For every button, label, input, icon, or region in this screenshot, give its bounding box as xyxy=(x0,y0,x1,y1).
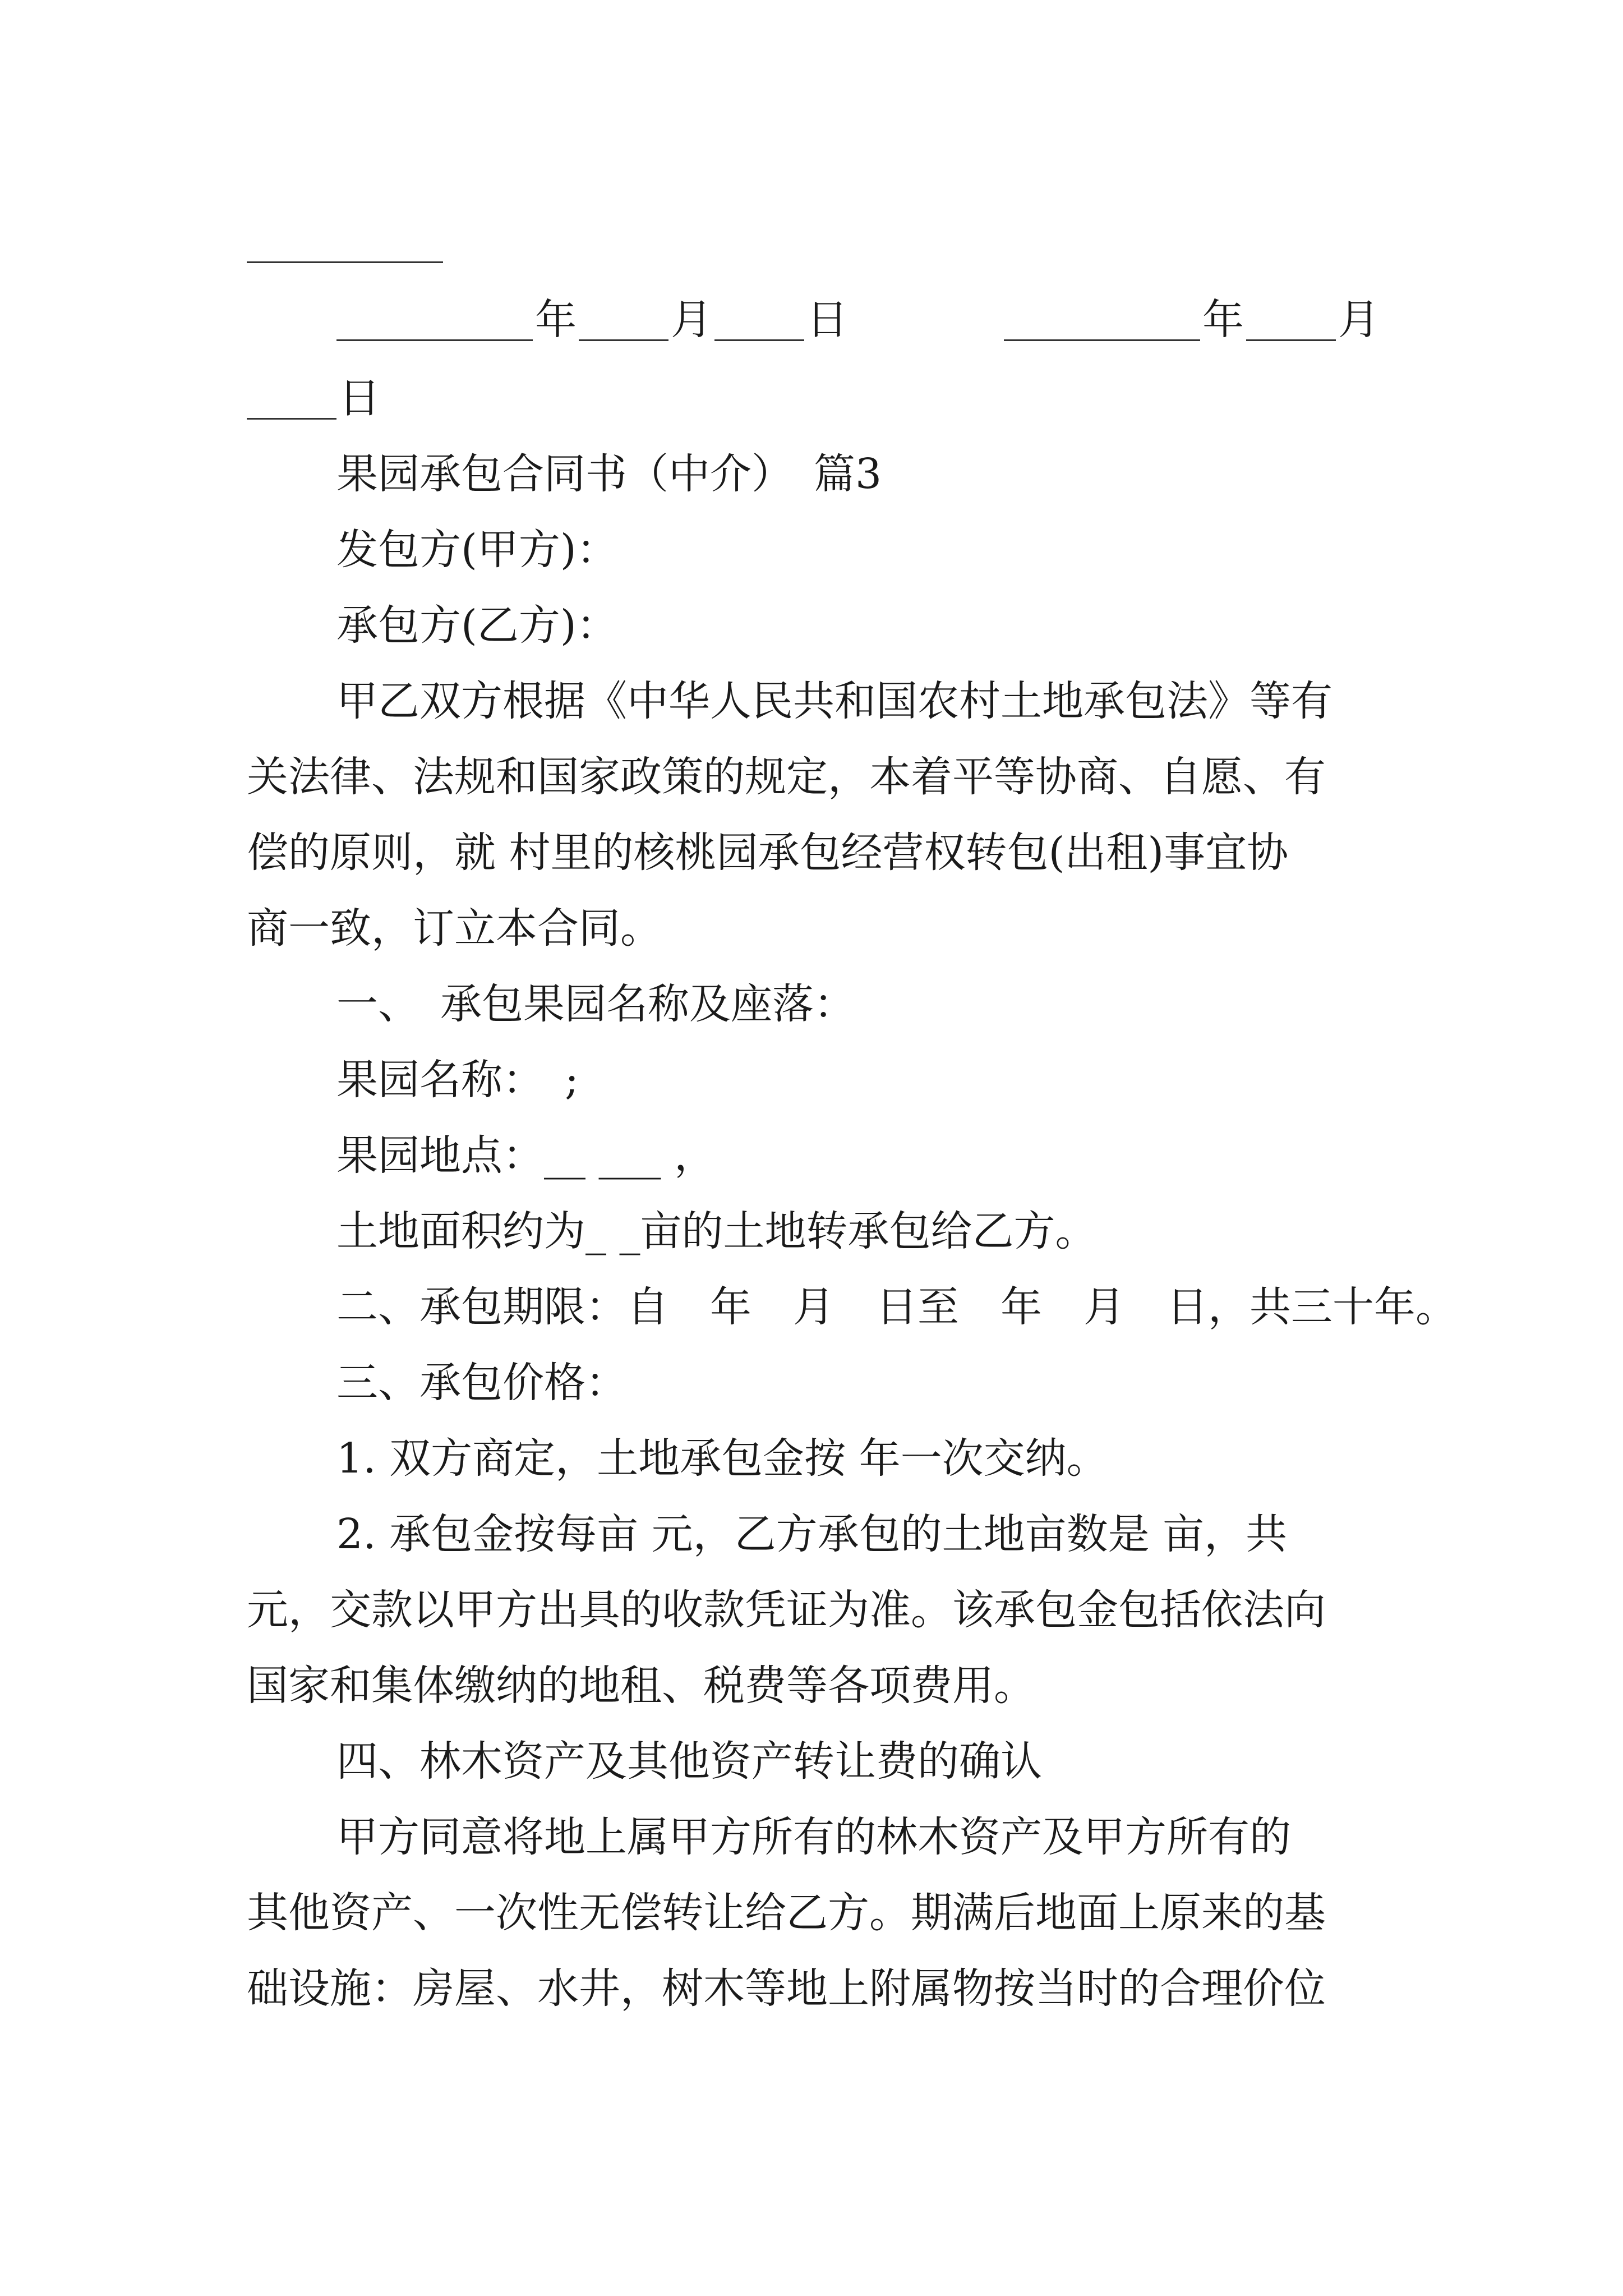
party-a-date xyxy=(336,292,850,348)
month-blank xyxy=(579,296,668,341)
section-4-line-1: 甲方同意将地上属甲方所有的林木资产及甲方所有的 xyxy=(336,1813,1291,1861)
price-item-2-line-2: 元，交款以甲方出具的收款凭证为准。该承包金包括依法向 xyxy=(247,1586,1326,1634)
month-label: 月 xyxy=(671,296,712,344)
signature-date-row xyxy=(336,292,1402,348)
land-area: 土地面积约为_ _亩的土地转承包给乙方。 xyxy=(336,1207,1097,1255)
section-4-line-2: 其他资产、一次性无偿转让给乙方。期满后地面上原来的基 xyxy=(247,1889,1326,1937)
day-blank xyxy=(714,296,804,341)
year-label: 年 xyxy=(1202,296,1244,344)
year-blank xyxy=(336,296,533,341)
year-label: 年 xyxy=(535,296,577,344)
party-a-label: 发包方(甲方)： xyxy=(336,526,618,574)
document-title: 果园承包合同书（中介） 篇3 xyxy=(336,450,882,498)
price-item-2-line-1: 2. 承包金按每亩 元，乙方承包的土地亩数是 亩，共 xyxy=(336,1510,1288,1558)
price-item-1: 1. 双方商定，土地承包金按 年一次交纳。 xyxy=(336,1434,1108,1483)
section-3-heading: 三、承包价格： xyxy=(336,1359,627,1407)
signature-blank-line xyxy=(247,261,443,263)
section-2-term: 二、承包期限：自 年 月 日至 年 月 日，共三十年。 xyxy=(336,1283,1457,1331)
orchard-name: 果园名称： ; xyxy=(336,1056,579,1104)
month-label: 月 xyxy=(1338,296,1380,344)
day-blank xyxy=(247,374,336,420)
intro-line-1: 甲乙双方根据《中华人民共和国农村土地承包法》等有 xyxy=(336,677,1332,725)
section-1-heading: 一、 承包果园名称及座落： xyxy=(336,980,855,1028)
section-4-line-3: 础设施：房屋、水井，树木等地上附属物按当时的合理价位 xyxy=(247,1964,1326,2013)
day-label: 日 xyxy=(339,374,380,422)
price-item-2-line-3: 国家和集体缴纳的地租、税费等各项费用。 xyxy=(247,1662,1035,1710)
section-4-heading: 四、林木资产及其他资产转让费的确认 xyxy=(336,1737,1042,1786)
party-b-date xyxy=(1004,292,1382,348)
intro-line-3: 偿的原则，就 村里的核桃园承包经营权转包(出租)事宜协 xyxy=(247,829,1289,877)
party-b-date-day xyxy=(247,370,382,426)
intro-line-2: 关法律、法规和国家政策的规定，本着平等协商、自愿、有 xyxy=(247,753,1326,801)
intro-line-4: 商一致，订立本合同。 xyxy=(247,904,662,953)
year-blank xyxy=(1004,296,1200,341)
day-label: 日 xyxy=(806,296,848,344)
party-b-label: 承包方(乙方)： xyxy=(336,601,618,650)
month-blank xyxy=(1246,296,1336,341)
orchard-location: 果园地点：__ ___ ， xyxy=(336,1131,716,1180)
